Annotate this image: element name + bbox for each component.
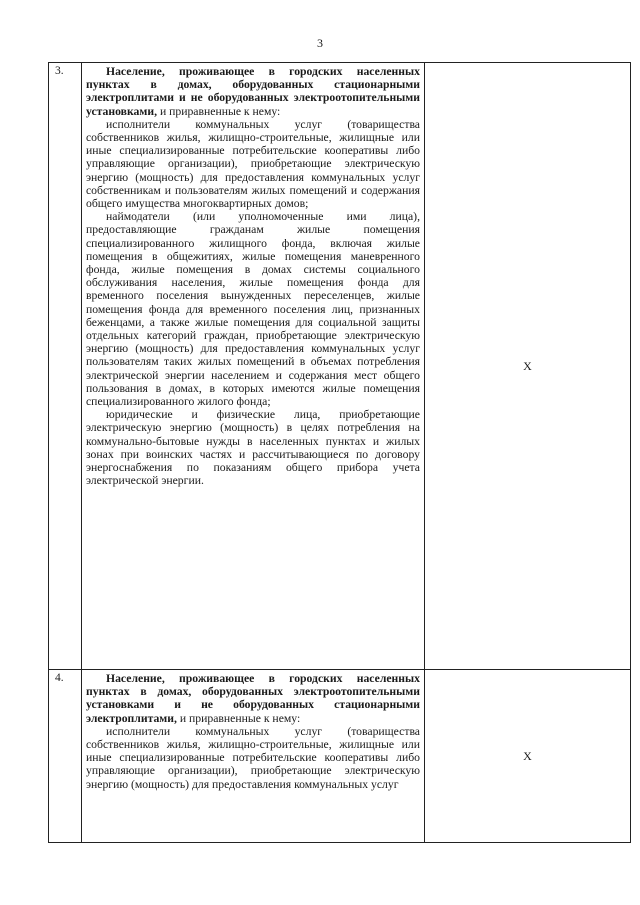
paragraph: исполнители коммунальных услуг (товарищества собственников жилья, жилищно-строительные, жилищные или иные специализированные потребительские кооперативы либо управляющие организации), приобретающие электрическую энергию (мощность) для предоставления коммунальных услуг	[86, 724, 420, 791]
table-row	[49, 670, 631, 843]
row-number: 3.	[49, 63, 82, 670]
paragraph: исполнители коммунальных услуг (товарищества собственников жилья, жилищно-строительные, жилищные или иные специализированные потребительские кооперативы либо управляющие организации), приобретающие электрическую энергию (мощность) для предоставления коммунальных услуг собственникам и пользователям жилых помещений и содержания общего имущества многоквартирных домов;	[86, 117, 420, 211]
paragraph: наймодатели (или уполномоченные ими лица), предоставляющие гражданам жилые помещения специализированного жилищного фонда, включая жилые помещения в общежитиях, жилые помещения маневренного фонда, жилые помещения в домах системы социального обслуживания населения, жилые помещения фонда для временного поселения вынужденных переселенцев, жилые помещения фонда для временного поселения лиц, признанных беженцами, а также жилые помещения для социальной защиты отдельных категорий граждан, приобретающие электрическую энергию (мощность) для предоставления коммунальных услуг пользователям таких жилых помещений в объемах потребления электрической энергии населением и содержания мест общего пользования в домах, в которых имеются жилые помещения специализированного жилого фонда;	[86, 210, 420, 409]
row-mark	[425, 63, 631, 670]
heading-bold: Население, проживающее в городских населенных пунктах в домах, оборудованных стационарными электроплитами и не оборудованных электроотопительными установками,	[86, 65, 420, 118]
row-description	[82, 63, 425, 670]
row-heading	[86, 65, 420, 118]
heading-rest: и приравненные к нему:	[157, 104, 281, 118]
heading-rest: и приравненные к нему:	[176, 711, 301, 725]
row-number: 4.	[49, 670, 82, 843]
heading-bold: Население, проживающее в городских населенных пунктах в домах, оборудованных электроотопительными установками и не оборудованных стационарными электроплитами,	[86, 672, 420, 725]
table-row	[49, 63, 631, 670]
mark-x: Х	[523, 748, 532, 763]
page-number: 3	[317, 36, 323, 50]
mark-x: Х	[523, 358, 532, 373]
row-description	[82, 670, 425, 843]
paragraph: юридические и физические лица, приобретающие электрическую энергию (мощность) в целях потребления на коммунально-бытовые нужды в населенных пунктах и жилых зонах при воинских частях и рассчитывающиеся по договору энергоснабжения по показаниям общего прибора учета электрической энергии.	[86, 408, 420, 488]
tariff-table	[48, 62, 631, 843]
row-heading	[86, 672, 420, 725]
row-mark	[425, 670, 631, 843]
